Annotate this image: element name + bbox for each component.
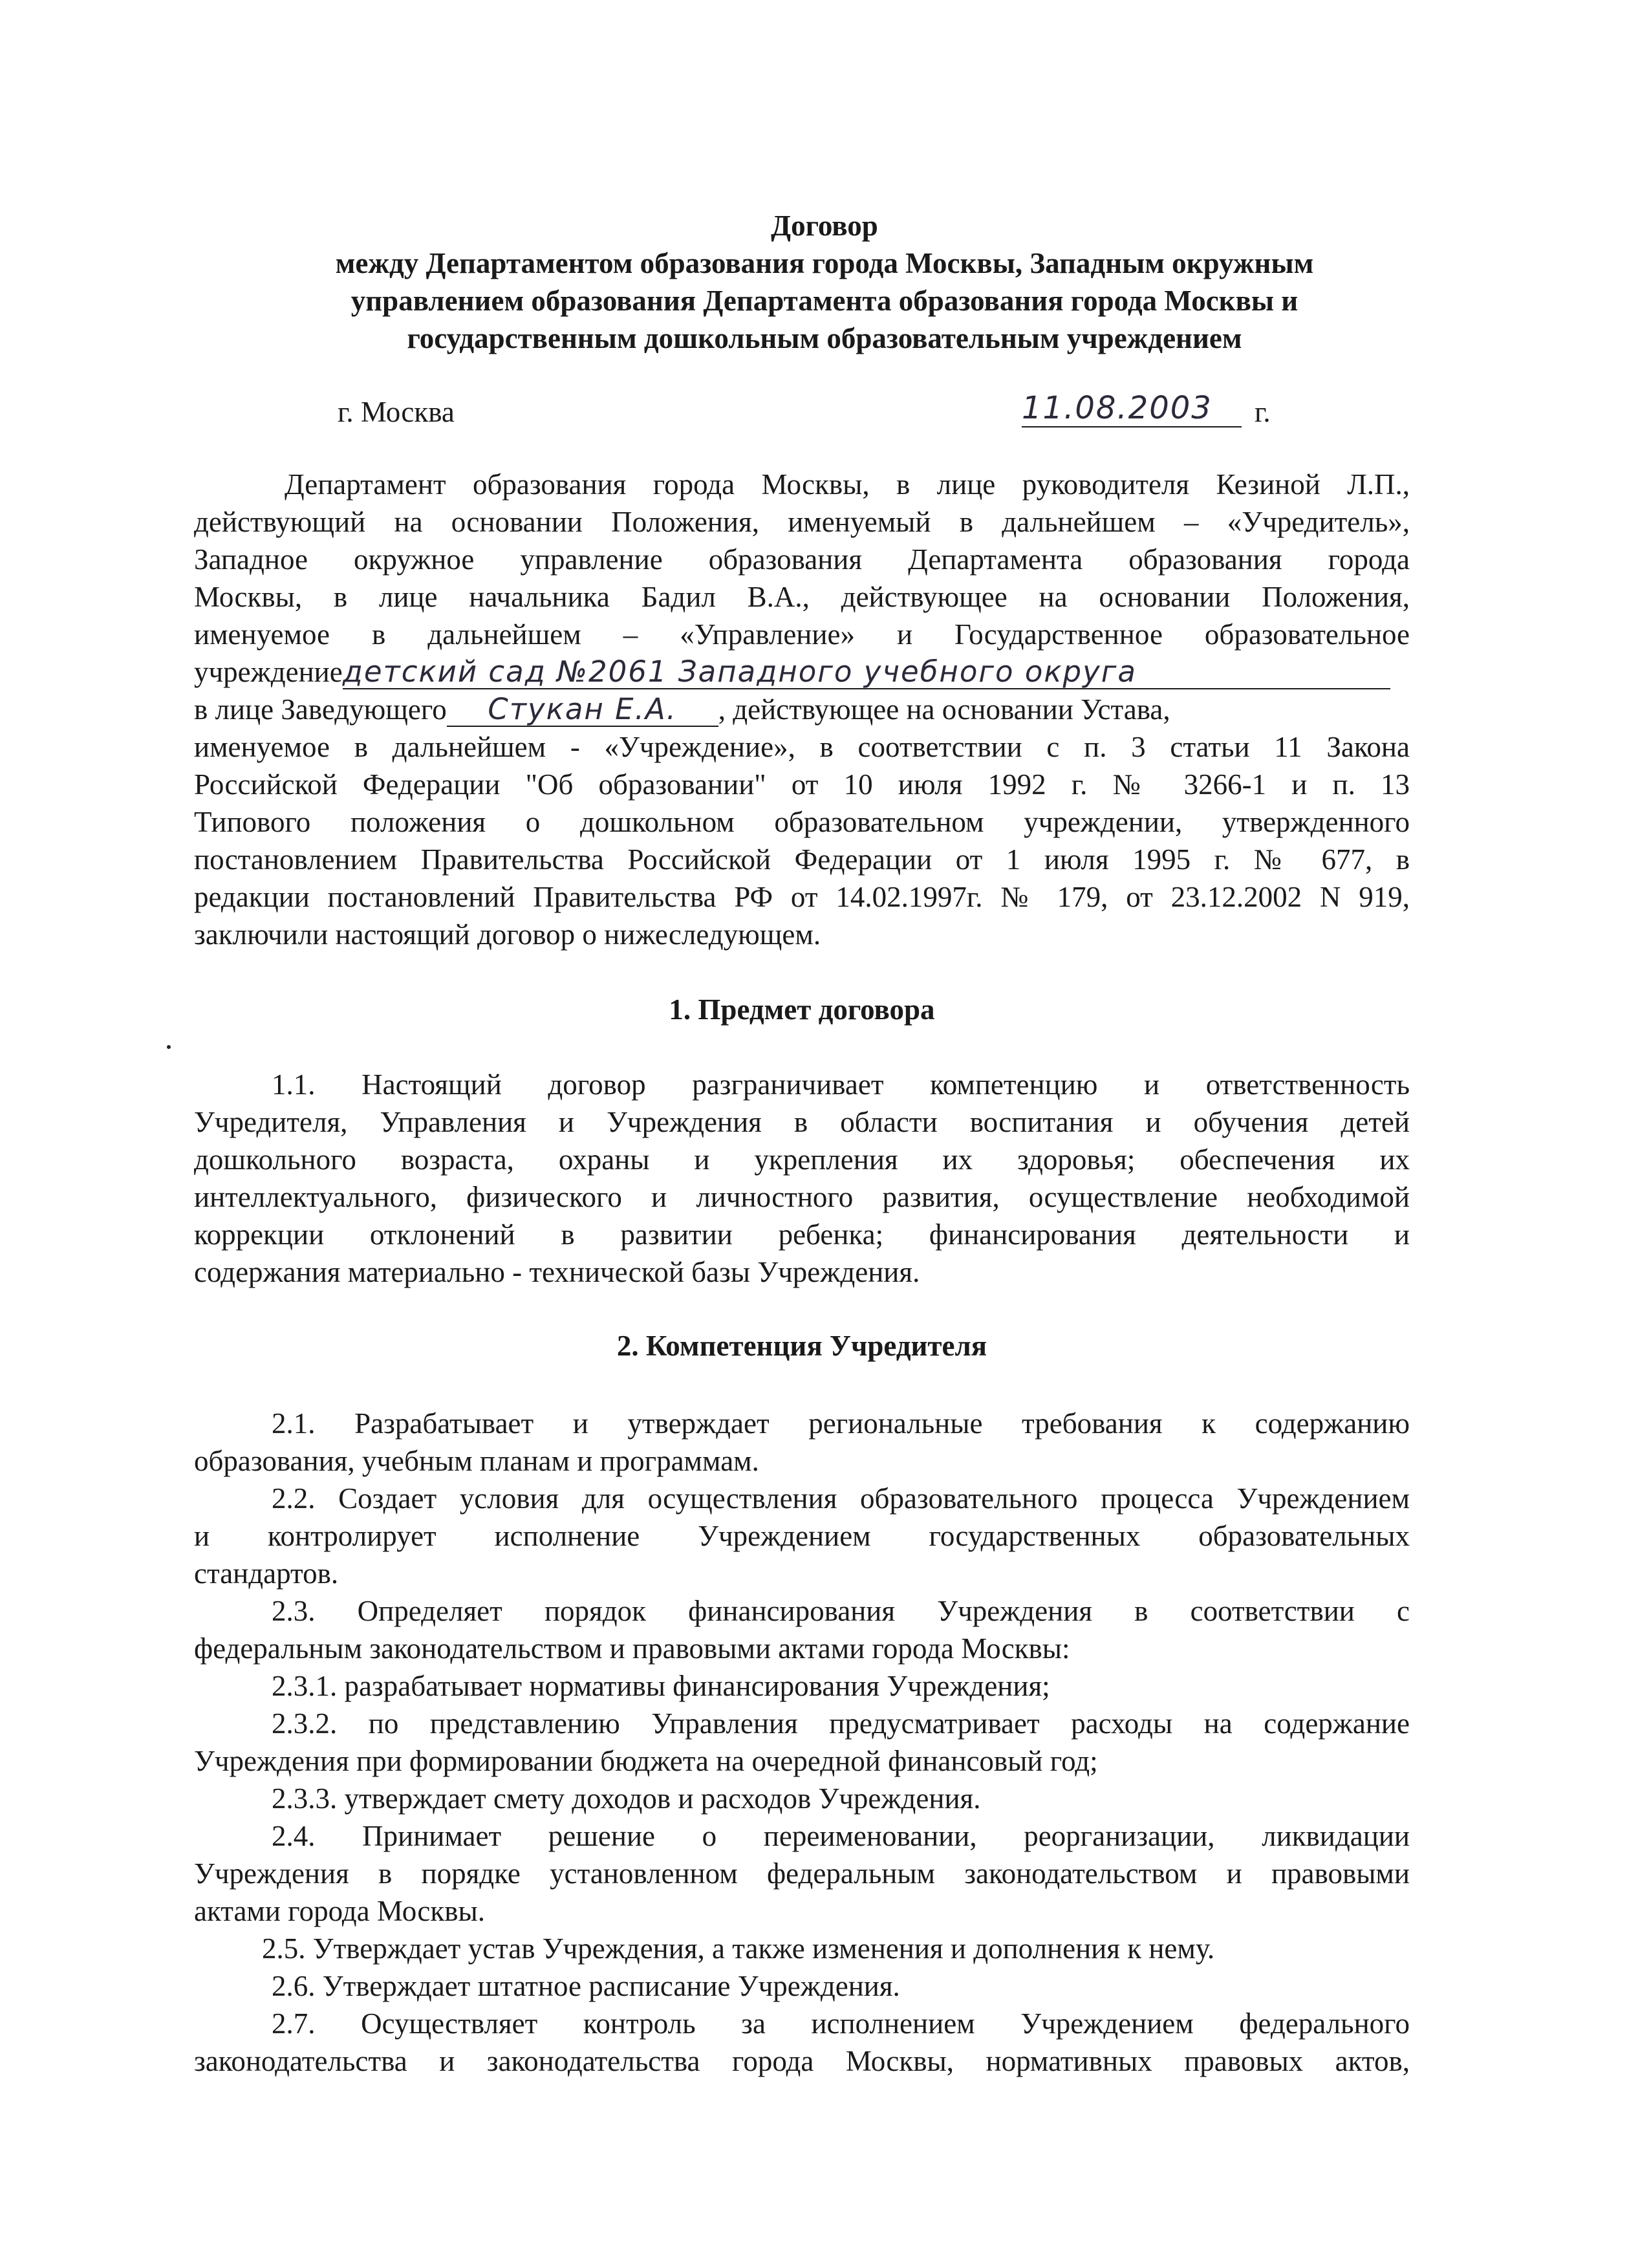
section-line: 2.3.3. утверждает смету доходов и расходов Учреждения. (272, 1782, 981, 1815)
preamble-line: именуемое в дальнейшем – «Управление» и Государственное образовательное (194, 618, 1410, 651)
section-line: Учреждения при формировании бюджета на очередной финансовый год; (194, 1745, 1098, 1777)
city: г. Москва (338, 396, 455, 428)
section-line: 2.3. Определяет порядок финансирования Учреждения в соответствии с (272, 1595, 1410, 1627)
section-heading: 1. Предмет договора (669, 993, 935, 1026)
section-heading: 2. Компетенция Учредителя (616, 1330, 987, 1362)
institution-name-field (343, 656, 1390, 689)
section-line: 2.5. Утверждает устав Учреждения, а также изменения и дополнения к нему. (262, 1932, 1215, 1965)
section-line: содержания материально - технической базы Учреждения. (194, 1256, 920, 1288)
section-line: интеллектуального, физического и личностного развития, осуществление необходимой (194, 1181, 1410, 1213)
section-line: 2.6. Утверждает штатное расписание Учреждения. (272, 1970, 900, 2002)
section-line: 2.1. Разрабатывает и утверждает региональные требования к содержанию (272, 1407, 1410, 1440)
document-title (194, 207, 1455, 357)
handwritten-date: 11.08.2003 (1022, 390, 1212, 426)
preamble-line: Типового положения о дошкольном образовательном учреждении, утвержденного (194, 806, 1410, 838)
preamble-line: действующий на основании Положения, именуемый в дальнейшем – «Учредитель», (194, 506, 1410, 538)
date-field (1022, 391, 1242, 427)
section-line: 2.2. Создает условия для осуществления образовательного процесса Учреждением (272, 1482, 1410, 1515)
section-line: Учреждения в порядке установленном федеральным законодательством и правовыми (194, 1857, 1410, 1890)
section-line: законодательства и законодательства города Москвы, нормативных правовых актов, (194, 2045, 1410, 2077)
section-line: образования, учебным планам и программам. (194, 1445, 759, 1477)
section-line: дошкольного возраста, охраны и укрепления их здоровья; обеспечения их (194, 1143, 1410, 1176)
preamble-line: Москвы, в лице начальника Бадил В.А., действующее на основании Положения, (194, 581, 1410, 613)
preamble-line: именуемое в дальнейшем - «Учреждение», в соответствии с п. 3 статьи 11 Закона (194, 731, 1410, 763)
section-line: 2.3.2. по представлению Управления предусматривает расходы на содержание (272, 1707, 1410, 1740)
handwritten-head-name: Стукан Е.А. (488, 692, 677, 726)
institution-label: учреждение (194, 656, 343, 688)
section-line: 2.7. Осуществляет контроль за исполнением Учреждением федерального (272, 2007, 1410, 2040)
preamble-line-head (194, 691, 1410, 728)
preamble-line: редакции постановлений Правительства РФ от 14.02.1997г. № 179, от 23.12.2002 N 919, (194, 881, 1410, 913)
preamble-line-institution (194, 653, 1410, 691)
scan-dot (167, 1045, 171, 1049)
preamble-line: постановлением Правительства Российской Федерации от 1 июля 1995 г. № 677, в (194, 843, 1410, 876)
section-line: 2.3.1. разрабатывает нормативы финансирования Учреждения; (272, 1670, 1050, 1702)
head-label: в лице Заведующего (194, 693, 447, 726)
preamble-line: Западное окружное управление образования Департамента образования города (194, 543, 1410, 576)
section-line: коррекции отклонений в развитии ребенка; финансирования деятельности и (194, 1218, 1410, 1251)
section-line: актами города Москвы. (194, 1895, 485, 1927)
title-line: Договор (771, 210, 878, 242)
section-line: стандартов. (194, 1557, 339, 1590)
preamble-line: заключили настоящий договор о нижеследующем. (194, 918, 821, 951)
section-line: 2.4. Принимает решение о переименовании, реорганизации, ликвидации (272, 1820, 1410, 1852)
head-name-field (447, 693, 718, 727)
title-line: между Департаментом образования города Москвы, Западным окружным (335, 247, 1314, 279)
year-suffix: г. (1255, 396, 1271, 428)
preamble-line: Департамент образования города Москвы, в лице руководителя Кезиной Л.П., (285, 468, 1410, 501)
title-line: государственным дошкольным образовательным учреждением (407, 322, 1242, 354)
title-line: управлением образования Департамента образования города Москвы и (350, 285, 1299, 317)
head-suffix: , действующее на основании Устава, (718, 693, 1170, 726)
section-line: Учредителя, Управления и Учреждения в области воспитания и обучения детей (194, 1106, 1410, 1138)
preamble-line: Российской Федерации "Об образовании" от 10 июля 1992 г. № 3266-1 и п. 13 (194, 768, 1410, 801)
section-line: 1.1. Настоящий договор разграничивает компетенцию и ответственность (272, 1068, 1410, 1101)
section-line: федеральным законодательством и правовыми актами города Москвы: (194, 1632, 1070, 1665)
handwritten-institution: детский сад №2061 Западного учебного округа (342, 654, 1137, 689)
section-line: и контролирует исполнение Учреждением государственных образовательных (194, 1520, 1410, 1552)
